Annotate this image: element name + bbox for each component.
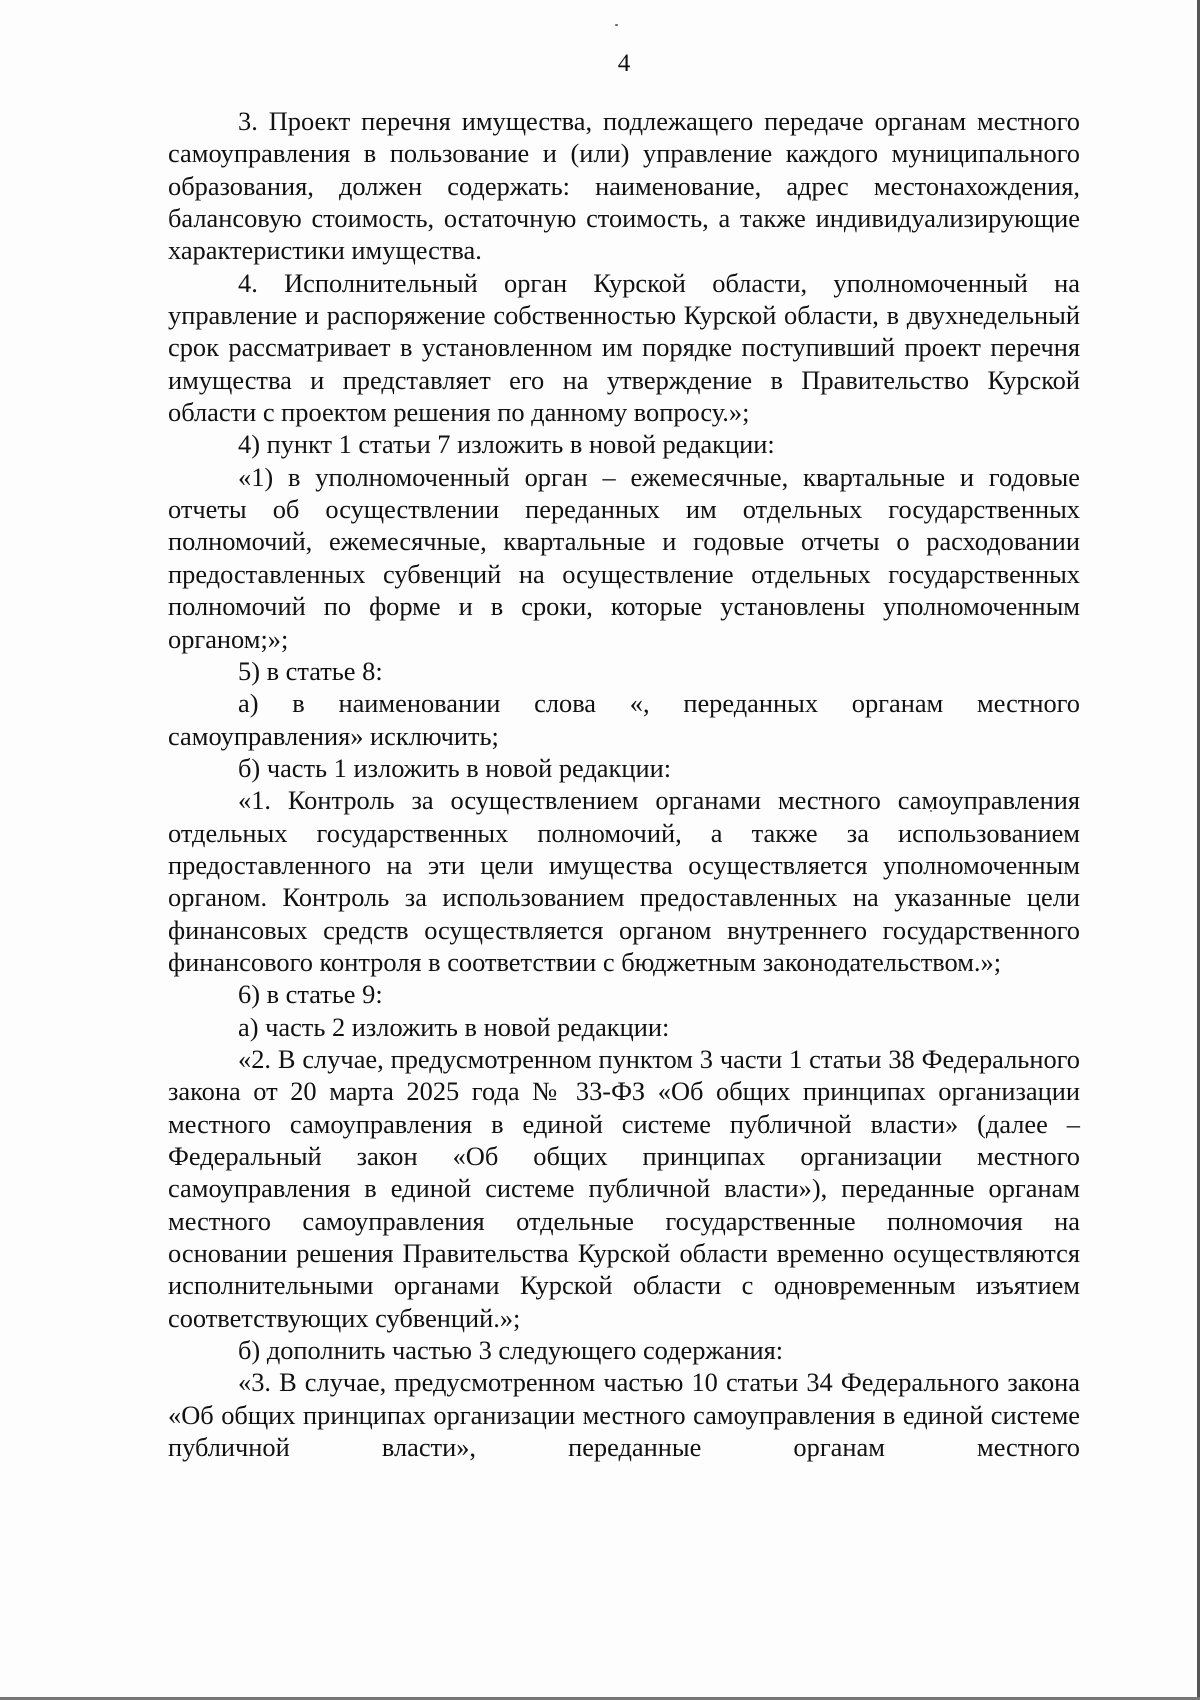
paragraph: «3. В случае, предусмотренном частью 10 статьи 34 Федерального закона «Об общих принципах организации местного самоуправления в единой системе публичной власти», переданные органам местного xyxy=(168,1367,1080,1463)
paragraph: 6) в статье 9: xyxy=(238,979,383,1010)
paragraph: 3. Проект перечня имущества, подлежащего передаче органам местного самоуправления в пользование и (или) управление каждого муниципального образования, должен содержать: наименование, адрес местонахождения, балансовую стоимость, остаточную стоимость, а также индивидуализирующие характеристики имущества. xyxy=(168,106,1080,266)
page-number: 4 xyxy=(617,50,631,77)
paragraph: 4) пункт 1 статьи 7 изложить в новой редакции: xyxy=(238,429,775,460)
paragraph: б) часть 1 изложить в новой редакции: xyxy=(238,752,672,783)
document-body xyxy=(168,105,1080,1463)
paragraph: «1) в уполномоченный орган – ежемесячные, квартальные и годовые отчеты об осуществлении переданных им отдельных государственных полномочий, ежемесячные, квартальные и годовые отчеты о расходовании предоставленных субвенций на осуществление отдельных государственных полномочий по форме и в сроки, которые установлены уполномоченным органом;»; xyxy=(168,461,1080,654)
paragraph: 4. Исполнительный орган Курской области, уполномоченный на управление и распоряжение собственностью Курской области, в двухнедельный срок рассматривает в установленном им порядке поступивший проект перечня имущества и представляет его на утверждение в Правительство Курской области с проектом решения по данному вопросу.»; xyxy=(168,267,1080,428)
paragraph: а) в наименовании слова «, переданных органам местного самоуправления» исключить; xyxy=(168,688,1080,751)
paragraph: 5) в статье 8: xyxy=(238,655,383,686)
paragraph: а) часть 2 изложить в новой редакции: xyxy=(238,1011,670,1042)
scan-speck xyxy=(615,24,618,26)
paragraph: б) дополнить частью 3 следующего содержания: xyxy=(238,1335,784,1366)
paragraph: «2. В случае, предусмотренном пунктом 3 части 1 статьи 38 Федерального закона от 20 марта 2025 года № 33-ФЗ «Об общих принципах организации местного самоуправления в единой системе публичной власти» (далее – Федеральный закон «Об общих принципах организации местного самоуправления в единой системе публичной власти»), переданные органам местного самоуправления отдельные государственные полномочия на основании решения Правительства Курской области временно осуществляются исполнительными органами Курской области с одновременным изъятием соответствующих субвенций.»; xyxy=(168,1043,1080,1333)
paragraph: «1. Контроль за осуществлением органами местного самоуправления отдельных государственных полномочий, а также за использованием предоставленного на эти цели имущества осуществляется уполномоченным органом. Контроль за использованием предоставленных на указанные цели финансовых средств осуществляется органом внутреннего государственного финансового контроля в соответствии с бюджетным законодательством.»; xyxy=(168,785,1080,977)
